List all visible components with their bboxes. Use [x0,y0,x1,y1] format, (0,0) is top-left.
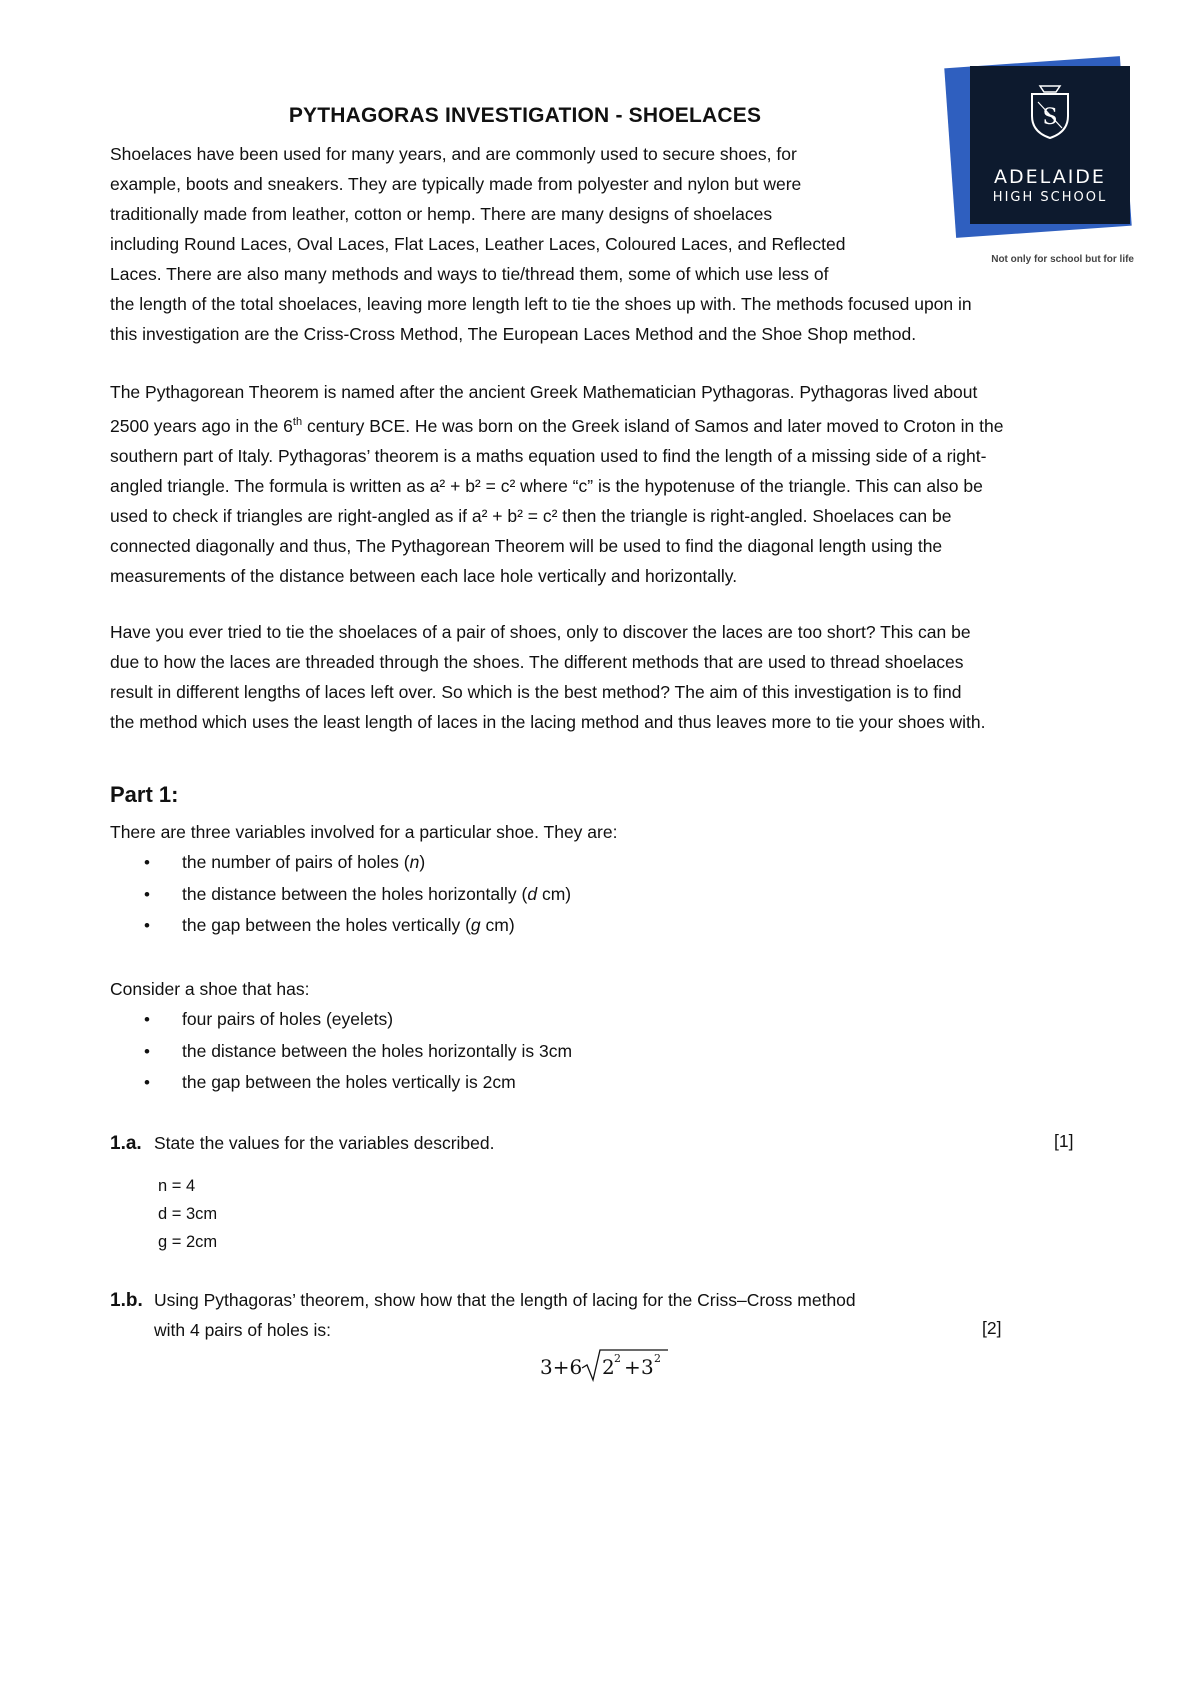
bullet-icon: • [144,1010,150,1029]
variable-symbol: g [470,915,481,935]
intro-line: traditionally made from leather, cotton or hemp. There are many designs of shoelaces [110,204,773,224]
aim-line: the method which uses the least length of laces in the lacing method and thus leaves more to tie your shoes with. [110,712,986,732]
answer-line: g = 2cm [158,1233,218,1251]
aim-line: Have you ever tried to tie the shoelaces of a pair of shoes, only to discover the laces are too short? This can be [110,622,971,642]
logo-tagline: Not only for school but for life [991,254,1134,265]
theorem-line: connected diagonally and thus, The Pythagorean Theorem will be used to find the diagonal length using the [110,535,943,556]
theorem-line: used to check if triangles are right-angled as if a² + b² = c² then the triangle is right-angled. Shoelaces can be [110,505,952,526]
variable-text: the distance between the holes horizontally ( [182,883,528,904]
marks-label: [2] [982,1318,1002,1338]
question-text: Using Pythagoras’ theorem, show how that the length of lacing for the Criss–Cross method [154,1290,856,1310]
theorem-line-part: century BCE. He was born on the Greek island of Samos and later moved to Croton in the [302,415,1004,436]
variable-text: the gap between the holes vertically ( [182,915,471,935]
shoe-spec-list [110,1004,572,1099]
theorem-paragraph [110,377,1095,591]
list-item [110,1067,572,1099]
shoe-spec-text: four pairs of holes (eyelets) [182,1009,394,1029]
theorem-line: southern part of Italy. Pythagoras’ theorem is a maths equation used to find the length of a missing side of a right- [110,445,987,466]
aim-line: due to how the laces are threaded through the shoes. The different methods that are used to thread shoelaces [110,652,964,672]
question-text: State the values for the variables described. [154,1133,495,1153]
list-item [110,879,571,911]
variable-text: cm) [537,883,572,904]
theorem-line [110,407,1095,441]
logo-school-subname: HIGH SCHOOL [992,190,1108,205]
variable-symbol: d [527,883,538,904]
bullet-icon: • [144,1041,150,1061]
formula-term-b: 3 [641,1355,654,1379]
variable-text: cm) [480,915,515,935]
shoe-spec-text: the gap between the holes vertically is 2cm [182,1072,516,1092]
intro-line: the length of the total shoelaces, leaving more length left to tie the shoes up with. The methods focused upon in [110,294,972,314]
answer-1a [158,1172,217,1256]
intro-line: example, boots and sneakers. They are typically made from polyester and nylon but were [110,174,802,194]
intro-line: Shoelaces have been used for many years, and are commonly used to secure shoes, for [110,144,797,164]
theorem-line: measurements of the distance between each lace hole vertically and horizontally. [110,565,738,586]
logo-school-name: ADELAIDE [994,166,1106,188]
aim-line: result in different lengths of laces left over. So which is the best method? The aim of this investigation is to find [110,682,962,702]
variable-text: the number of pairs of holes ( [182,852,410,872]
answer-line: n = 4 [158,1177,196,1195]
part1-heading: Part 1: [110,782,179,807]
ordinal-superscript: th [292,416,303,428]
question-number: 1.b. [110,1290,143,1311]
consider-text: Consider a shoe that has: [110,979,310,999]
theorem-line-part: 2500 years ago in the 6 [110,415,293,436]
intro-line: including Round Laces, Oval Laces, Flat Laces, Leather Laces, Coloured Laces, and Reflected [110,234,846,254]
list-item [110,1004,572,1036]
list-item [110,847,571,879]
answer-line: d = 3cm [158,1205,218,1223]
formula-exponent: 2 [614,1352,621,1365]
formula-term-a: 2 [602,1355,615,1379]
bullet-icon: • [144,884,150,904]
bullet-icon: • [144,916,150,935]
formula-exponent: 2 [654,1352,661,1365]
formula-lead: 3+6 [540,1355,583,1379]
question-1a [110,1128,494,1159]
intro-line: this investigation are the Criss-Cross Method, The European Laces Method and the Shoe Shop method. [110,324,917,344]
bullet-icon: • [144,853,150,872]
variable-text: ) [419,852,426,872]
bullet-icon: • [144,1073,150,1092]
intro-paragraph [110,139,1095,349]
document-title: PYTHAGORAS INVESTIGATION - SHOELACES [288,104,762,127]
part1-intro: There are three variables involved for a particular shoe. They are: [110,822,618,842]
marks-label: [1] [1054,1131,1074,1151]
intro-line: Laces. There are also many methods and ways to tie/thread them, some of which use less of [110,264,829,284]
question-1b-continued: with 4 pairs of holes is: [154,1320,332,1340]
svg-text:S: S [1042,105,1058,130]
theorem-line: angled triangle. The formula is written as a² + b² = c² where “c” is the hypotenuse of the triangle. This can also be [110,475,983,496]
question-1b [110,1285,856,1316]
aim-paragraph [110,617,1095,737]
variable-symbol: n [409,852,420,872]
shoe-spec-text: the distance between the holes horizontally is 3cm [182,1040,573,1061]
variables-list [110,847,571,942]
formula-plus: + [624,1355,641,1379]
lacing-formula [540,1340,720,1388]
list-item [110,1036,572,1068]
question-number: 1.a. [110,1133,142,1154]
list-item [110,910,571,942]
school-crest-icon [1026,80,1074,142]
theorem-line: The Pythagorean Theorem is named after the ancient Greek Mathematician Pythagoras. Pythagoras lived about [110,382,978,402]
